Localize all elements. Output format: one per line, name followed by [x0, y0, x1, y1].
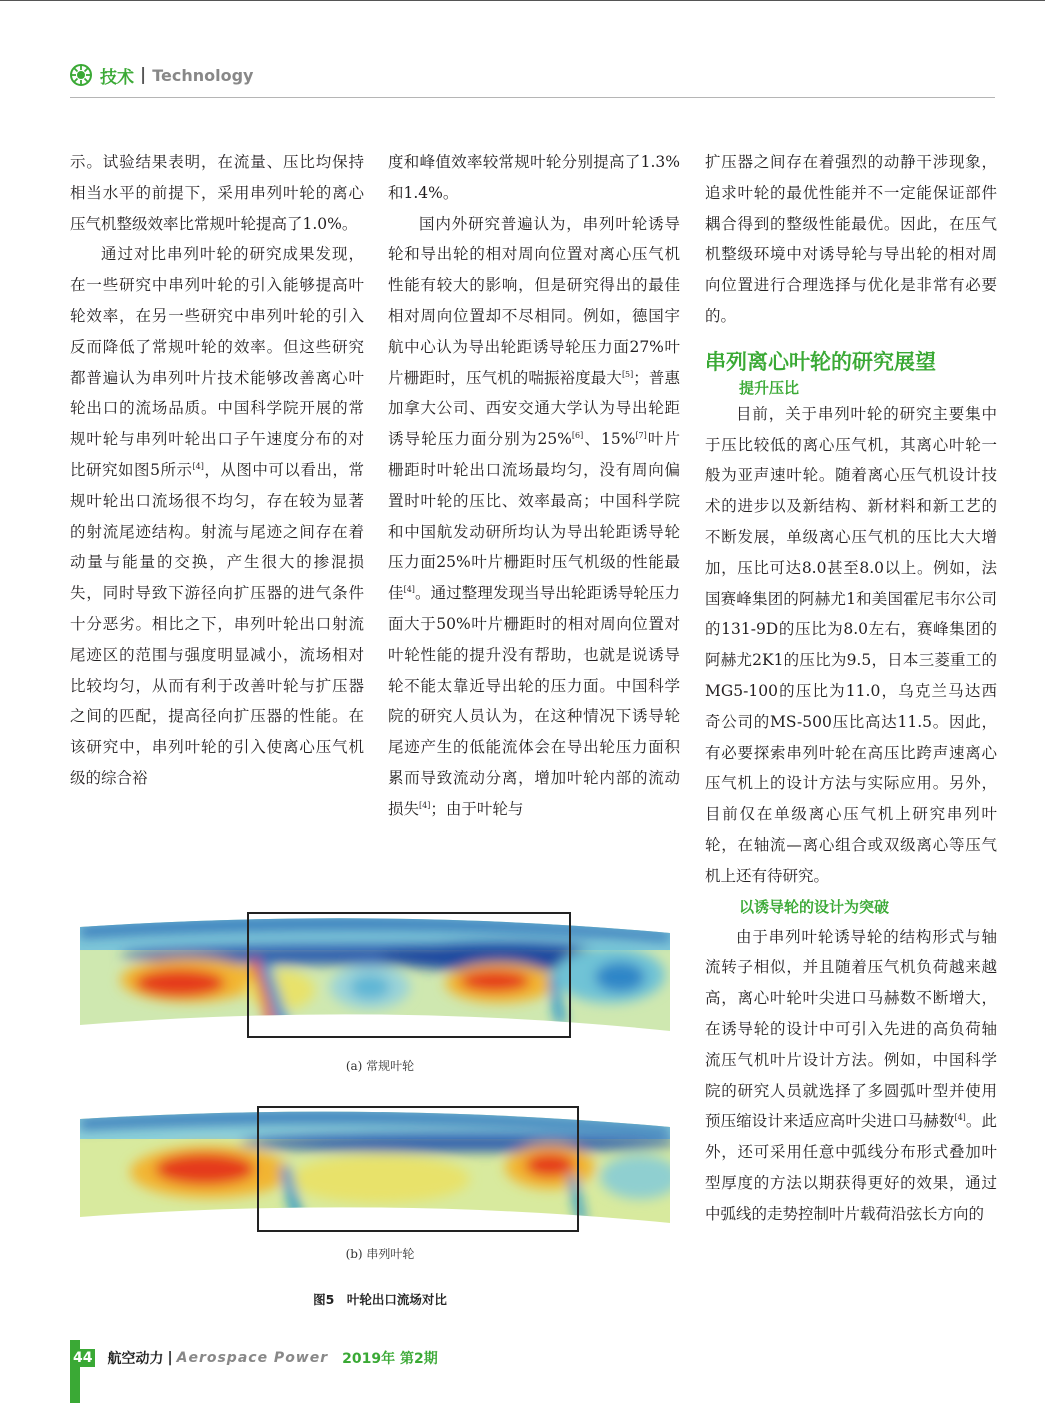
text-run: ，从图中可以看出，常规叶轮出口流场很不均匀，存在较为显著的射流尾迹结构。射流与尾迹之间存在着动量与能量的交换，产生很大的掺混损失，同时导致下游径向扩压器的进气条件十分恶劣。相比之下，串列叶轮出口射流尾迹区的范围与强度明显减小，流场相对比较均匀，从而有利于改善叶轮与扩压器之间的匹配，提高径向扩压器的性能。在该研究中，串列叶轮的引入使离心压气机级的综合裕: [70, 460, 364, 787]
citation-ref: [6]: [571, 431, 584, 441]
header-rule: [70, 97, 995, 98]
text-column-2: [388, 147, 680, 825]
text-run: 。通过整理发现当导出轮距诱导轮压力面大于50%叶片栅距时的相对周向位置对叶轮性能的提升没有帮助，也就是说诱导轮不能太靠近导出轮的压力面。中国科学院的研究人员认为，在这种情况下诱导轮尾迹产生的低能流体会在导出轮压力面积累而导致流动分离，增加叶轮内部的流动损失: [388, 584, 680, 818]
flowfield-plot-tandem: [80, 1097, 680, 1237]
page-top-rule: [0, 0, 1045, 1]
text-run: ；由于叶轮与: [430, 799, 524, 818]
compressor-wheel-icon: [70, 64, 92, 86]
section-title-cn: 技术: [100, 67, 134, 88]
text-run: 国内外研究普遍认为，串列叶轮诱导轮和导出轮的相对周向位置对离心压气机性能有较大的影响，但是研究得出的最佳相对周向位置却不尽相同。例如，德国宇航中心认为导出轮距诱导轮压力面27%叶片栅距时，压气机的喘振裕度最大: [388, 214, 680, 387]
paragraph: [705, 922, 997, 1230]
paragraph: 示。试验结果表明，在流量、压比均保持相当水平的前提下，采用串列叶轮的离心压气机整级效率比常规叶轮提高了1.0%。: [70, 153, 364, 233]
text-run: 。此外，还可采用任意中弧线分布形式叠加叶型厚度的方法以期获得更好的效果，通过中弧线的走势控制叶片载荷沿弦长方向的: [705, 1112, 997, 1223]
subsection-heading: 以诱导轮的设计为突破: [739, 897, 890, 916]
paragraph: 扩压器之间存在着强烈的动静干涉现象，追求叶轮的最优性能并不一定能保证部件耦合得到的整级性能最优。因此，在压气机整级环境中对诱导轮与导出轮的相对周向位置进行合理选择与优化是非常有必要的。: [705, 153, 997, 325]
subfigure-caption-b: (b) 串列叶轮: [345, 1247, 415, 1261]
paragraph: [388, 209, 680, 825]
figure-5: [80, 905, 680, 1315]
flowfield-plot-conventional: [80, 905, 680, 1045]
citation-ref: [7]: [635, 431, 647, 441]
text-column-3: [705, 147, 997, 1230]
text-run: ；普惠加拿大公司、西安交通大学认为导出轮距诱导轮压力面分别为25%: [388, 368, 680, 449]
paragraph: 度和峰值效率较常规叶轮分别提高了1.3%和1.4%。: [388, 153, 680, 202]
paragraph: [70, 239, 364, 793]
text-run: 、15%: [583, 430, 636, 449]
subfigure-caption-a: (a) 常规叶轮: [345, 1059, 415, 1073]
section-title-en: Technology: [152, 65, 254, 85]
paragraph: 目前，关于串列叶轮的研究主要集中于压比较低的离心压气机，其离心叶轮一般为亚声速叶轮。随着离心压气机设计技术的进步以及新结构、新材料和新工艺的不断发展，单级离心压气机的压比大大增加，压比可达8.0甚至8.0以上。例如，法国赛峰集团的阿赫尤1和美国霍尼韦尔公司的131-9D的压比为8.0左右，赛峰集团的阿赫尤2K1的压比为9.5，日本三菱重工的MG5-100的压比为11.0，乌克兰马达西奇公司的MS-500压比高达11.5。因此，有必要探索串列叶轮在高压比跨声速离心压气机上的设计方法与实际应用。另外，目前仅在单级离心压气机上研究串列叶轮，在轴流—离心组合或双级离心等压气机上还有待研究。: [705, 404, 997, 885]
citation-ref: [4]: [403, 585, 415, 594]
page-footer: [70, 1348, 438, 1368]
issue-label: 2019年 第2期: [342, 1351, 438, 1367]
text-run: 由于串列叶轮诱导轮的结构形式与轴流转子相似，并且随着压气机负荷越来越高，离心叶轮叶尖进口马赫数不断增大，在诱导轮的设计中可引入先进的高负荷轴流压气机叶片设计方法。例如，中国科学院的研究人员就选择了多圆弧叶型并使用预压缩设计来适应高叶尖进口马赫数: [705, 927, 997, 1131]
citation-ref: [4]: [192, 461, 204, 471]
citation-ref: [4]: [419, 800, 431, 810]
page-number: 44: [70, 1349, 95, 1367]
text-run: 叶片栅距时叶轮出口流场最均匀，没有周向偏置时叶轮的压比、效率最高；中国科学院和中国航发动研所均认为导出轮距诱导轮压力面25%叶片栅距时压气机级的性能最佳: [388, 430, 680, 603]
figure-title: 图5 叶轮出口流场对比: [313, 1292, 447, 1307]
header-separator: |: [140, 65, 147, 85]
page-header: [70, 60, 253, 90]
citation-ref: [5]: [621, 369, 634, 379]
citation-ref: [4]: [954, 1113, 966, 1123]
journal-name-cn: 航空动力: [107, 1351, 164, 1367]
text-run: 通过对比串列叶轮的研究成果发现，在一些研究中串列叶轮的引入能够提高叶轮效率，在另一些研究中串列叶轮的引入反而降低了常规叶轮的效率。但这些研究都普遍认为串列叶片技术能够改善离心叶轮出口的流场品质。中国科学院开展的常规叶轮与串列叶轮出口子午速度分布的对比研究如图5所示: [70, 245, 364, 479]
subsection-heading: 提升压比: [739, 378, 800, 397]
text-column-1: [70, 147, 364, 794]
footer-separator: |: [167, 1350, 173, 1366]
journal-name-en: Aerospace Power: [176, 1350, 329, 1366]
section-heading: 串列离心叶轮的研究展望: [705, 349, 936, 374]
